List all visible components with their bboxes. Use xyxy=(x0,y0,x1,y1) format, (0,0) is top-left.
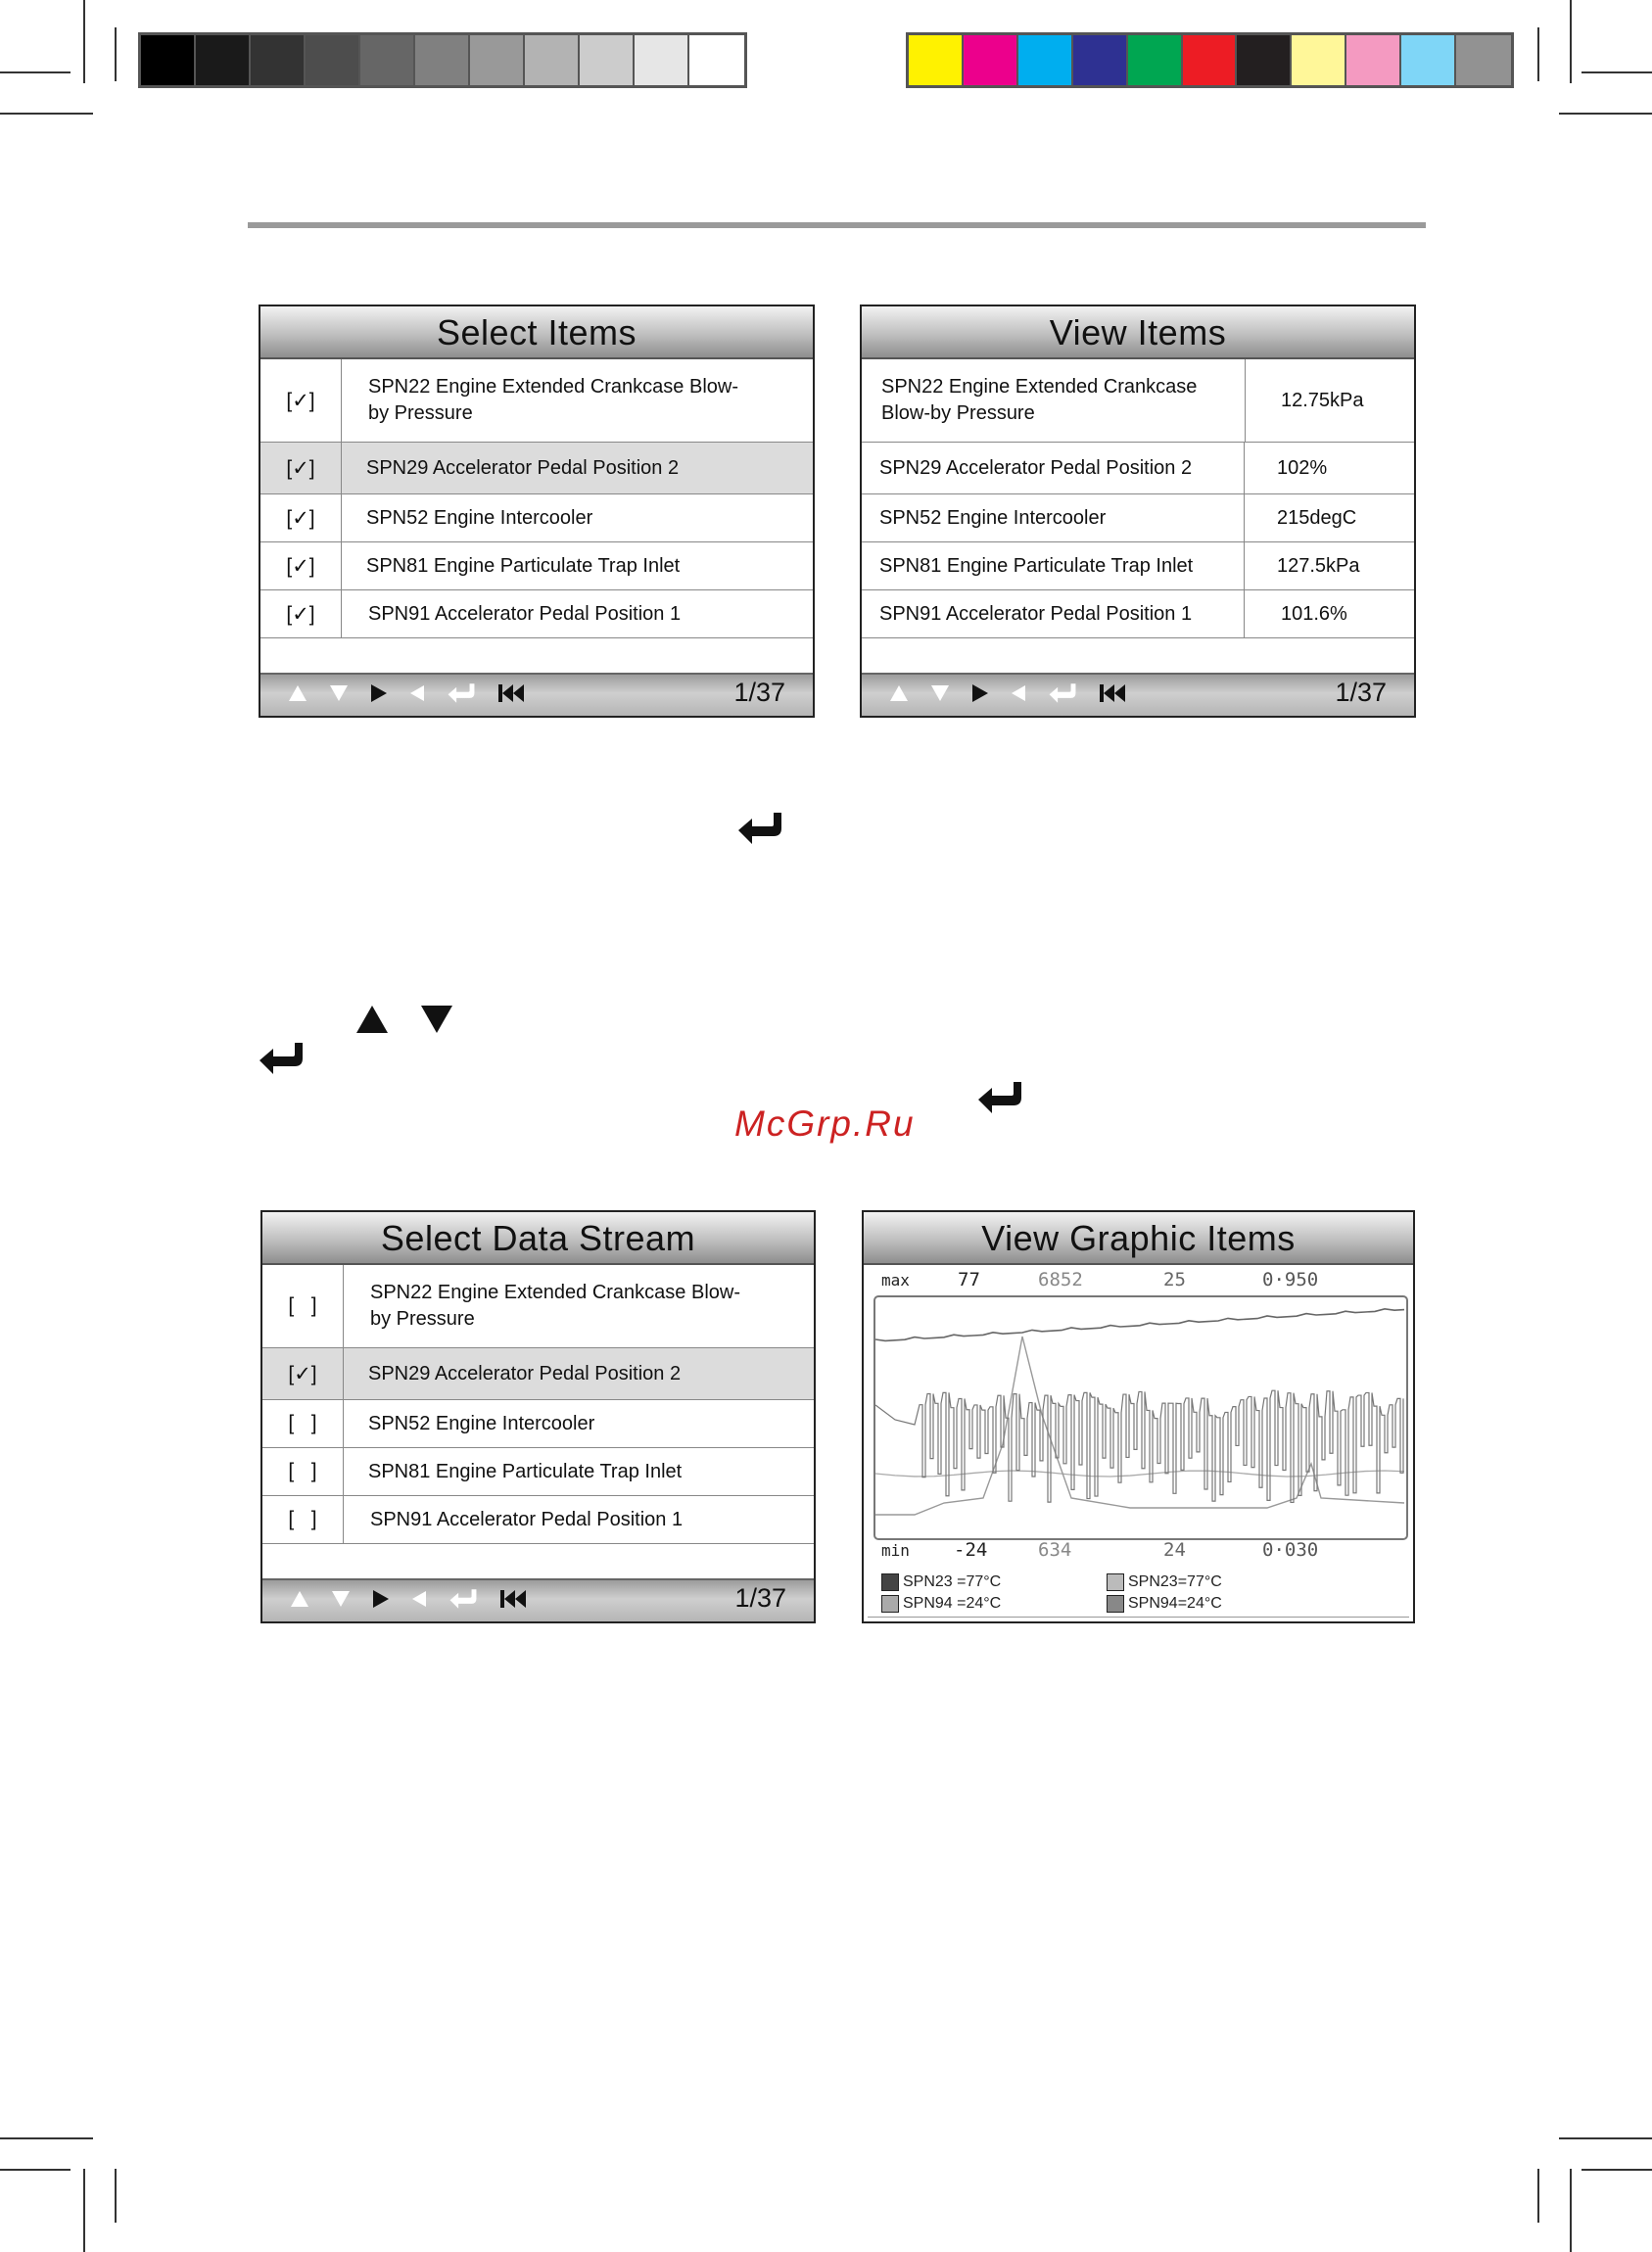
down-arrow-icon[interactable] xyxy=(331,1590,351,1613)
item-label: SPN22 Engine Extended Crankcase Blow-by Pressure xyxy=(368,376,738,424)
color-swatch xyxy=(306,35,360,85)
color-swatch xyxy=(1292,35,1346,85)
item-label: SPN81 Engine Particulate Trap Inlet xyxy=(368,1460,683,1482)
left-arrow-icon[interactable] xyxy=(411,1590,427,1613)
enter-icon[interactable] xyxy=(447,682,476,709)
view-graphic-items-screen xyxy=(862,1210,1415,1623)
item-label: SPN52 Engine Intercooler xyxy=(879,494,1245,541)
select-data-stream-screen xyxy=(260,1210,816,1623)
list-item[interactable] xyxy=(262,1496,814,1544)
enter-icon[interactable] xyxy=(1048,682,1077,709)
item-label: SPN22 Engine Extended Crankcase Blow-by Pressure xyxy=(881,359,1246,442)
color-swatch xyxy=(689,35,744,85)
table-row[interactable] xyxy=(862,494,1414,542)
checkbox[interactable]: [✓] xyxy=(260,443,342,493)
checkbox[interactable]: [✓] xyxy=(260,359,342,442)
color-swatch xyxy=(525,35,580,85)
checkbox[interactable]: [ ] xyxy=(262,1265,344,1347)
home-icon[interactable] xyxy=(1099,683,1126,708)
list-item[interactable] xyxy=(260,443,813,494)
item-label: SPN22 Engine Extended Crankcase Blow-by Pressure xyxy=(370,1282,740,1330)
left-arrow-icon[interactable] xyxy=(409,684,425,707)
list-item[interactable] xyxy=(262,1448,814,1496)
list-item[interactable] xyxy=(262,1265,814,1348)
down-arrow-icon xyxy=(419,1004,454,1040)
color-swatch xyxy=(360,35,415,85)
min-value: 634 xyxy=(1038,1539,1072,1561)
item-label: SPN29 Accelerator Pedal Position 2 xyxy=(366,456,680,479)
navigation-bar xyxy=(862,673,1414,716)
color-swatch xyxy=(141,35,196,85)
series-line xyxy=(875,1309,1404,1341)
item-label: SPN29 Accelerator Pedal Position 2 xyxy=(368,1362,682,1384)
min-label: min xyxy=(881,1541,910,1560)
header-rule xyxy=(248,222,1426,228)
legend-item: SPN94=24°C xyxy=(1107,1595,1222,1613)
item-label: SPN91 Accelerator Pedal Position 1 xyxy=(370,1508,684,1530)
list-item[interactable] xyxy=(260,494,813,542)
enter-icon xyxy=(976,1080,1023,1120)
item-value: 215degC xyxy=(1277,506,1357,529)
home-icon[interactable] xyxy=(499,1589,527,1614)
table-row[interactable] xyxy=(862,542,1414,590)
table-row[interactable] xyxy=(862,443,1414,494)
series-line xyxy=(875,1471,1404,1477)
list-item[interactable] xyxy=(262,1348,814,1400)
left-arrow-icon[interactable] xyxy=(1011,684,1026,707)
item-value: 127.5kPa xyxy=(1277,554,1360,577)
up-arrow-icon[interactable] xyxy=(889,684,909,707)
min-value: -24 xyxy=(954,1539,988,1561)
enter-icon xyxy=(258,1041,305,1081)
down-arrow-icon[interactable] xyxy=(329,684,349,707)
min-value: 24 xyxy=(1163,1539,1186,1561)
checkbox[interactable]: [✓] xyxy=(260,494,342,541)
up-arrow-icon[interactable] xyxy=(290,1590,309,1613)
checkbox[interactable]: [ ] xyxy=(262,1400,344,1447)
enter-icon[interactable] xyxy=(448,1588,478,1615)
min-value: 0·030 xyxy=(1262,1539,1319,1561)
checkbox[interactable]: [✓] xyxy=(262,1348,344,1399)
max-value: 0·950 xyxy=(1262,1269,1319,1290)
color-swatch xyxy=(964,35,1018,85)
list-item[interactable] xyxy=(260,542,813,590)
color-swatch xyxy=(1128,35,1183,85)
item-label: SPN81 Engine Particulate Trap Inlet xyxy=(879,542,1245,589)
list-item[interactable] xyxy=(260,359,813,443)
checkbox[interactable]: [ ] xyxy=(262,1496,344,1543)
color-swatch xyxy=(1346,35,1401,85)
color-swatch xyxy=(635,35,689,85)
item-value: 101.6% xyxy=(1281,602,1347,625)
list-item[interactable] xyxy=(260,590,813,638)
page-indicator: 1/37 xyxy=(733,678,785,707)
screen-title: View Items xyxy=(862,306,1414,359)
select-items-screen xyxy=(259,305,815,718)
page-indicator: 1/37 xyxy=(734,1583,786,1613)
down-arrow-icon[interactable] xyxy=(930,684,950,707)
grayscale-calibration-bar xyxy=(138,32,747,88)
series-line xyxy=(875,1390,1403,1502)
watermark: McGrp.Ru xyxy=(734,1103,916,1144)
right-arrow-icon[interactable] xyxy=(370,683,388,708)
screen-title: Select Items xyxy=(260,306,813,359)
legend-swatch xyxy=(1107,1573,1124,1591)
color-swatch xyxy=(1018,35,1073,85)
right-arrow-icon[interactable] xyxy=(372,1589,390,1614)
item-label: SPN91 Accelerator Pedal Position 1 xyxy=(879,590,1245,637)
color-swatch xyxy=(196,35,251,85)
item-label: SPN52 Engine Intercooler xyxy=(366,506,593,529)
table-row[interactable] xyxy=(862,359,1414,443)
legend-swatch xyxy=(881,1573,899,1591)
up-arrow-icon xyxy=(354,1004,390,1040)
graph-plot-area xyxy=(873,1295,1408,1540)
checkbox[interactable]: [ ] xyxy=(262,1448,344,1495)
max-value: 6852 xyxy=(1038,1269,1083,1290)
up-arrow-icon[interactable] xyxy=(288,684,307,707)
color-swatch xyxy=(1073,35,1128,85)
color-swatch xyxy=(1401,35,1456,85)
checkbox[interactable]: [✓] xyxy=(260,542,342,589)
checkbox[interactable]: [✓] xyxy=(260,590,342,637)
max-value: 25 xyxy=(1163,1269,1186,1290)
color-swatch xyxy=(470,35,525,85)
page-indicator: 1/37 xyxy=(1335,678,1387,707)
list-item[interactable] xyxy=(262,1400,814,1448)
legend-item: SPN23 =77°C xyxy=(881,1573,1001,1591)
legend-swatch xyxy=(1107,1595,1124,1613)
item-label: SPN81 Engine Particulate Trap Inlet xyxy=(366,554,681,577)
home-icon[interactable] xyxy=(497,683,525,708)
color-swatch xyxy=(1183,35,1238,85)
item-label: SPN29 Accelerator Pedal Position 2 xyxy=(879,443,1245,493)
color-swatch xyxy=(909,35,964,85)
item-value: 102% xyxy=(1277,456,1328,479)
max-label: max xyxy=(881,1271,910,1290)
color-swatch xyxy=(1456,35,1511,85)
max-value: 77 xyxy=(958,1269,980,1290)
color-swatch xyxy=(251,35,306,85)
legend-item: SPN23=77°C xyxy=(1107,1573,1222,1591)
right-arrow-icon[interactable] xyxy=(971,683,989,708)
color-calibration-bar xyxy=(906,32,1514,88)
navigation-bar xyxy=(260,673,813,716)
screen-title: View Graphic Items xyxy=(864,1212,1413,1265)
legend-item: SPN94 =24°C xyxy=(881,1595,1001,1613)
item-label: SPN52 Engine Intercooler xyxy=(368,1412,595,1434)
item-label: SPN91 Accelerator Pedal Position 1 xyxy=(368,602,682,625)
color-swatch xyxy=(580,35,635,85)
view-items-screen xyxy=(860,305,1416,718)
navigation-bar xyxy=(262,1578,814,1621)
item-value: 12.75kPa xyxy=(1281,389,1364,411)
legend-swatch xyxy=(881,1595,899,1613)
color-swatch xyxy=(1237,35,1292,85)
enter-icon xyxy=(736,811,783,851)
screen-title: Select Data Stream xyxy=(262,1212,814,1265)
color-swatch xyxy=(415,35,470,85)
table-row[interactable] xyxy=(862,590,1414,638)
